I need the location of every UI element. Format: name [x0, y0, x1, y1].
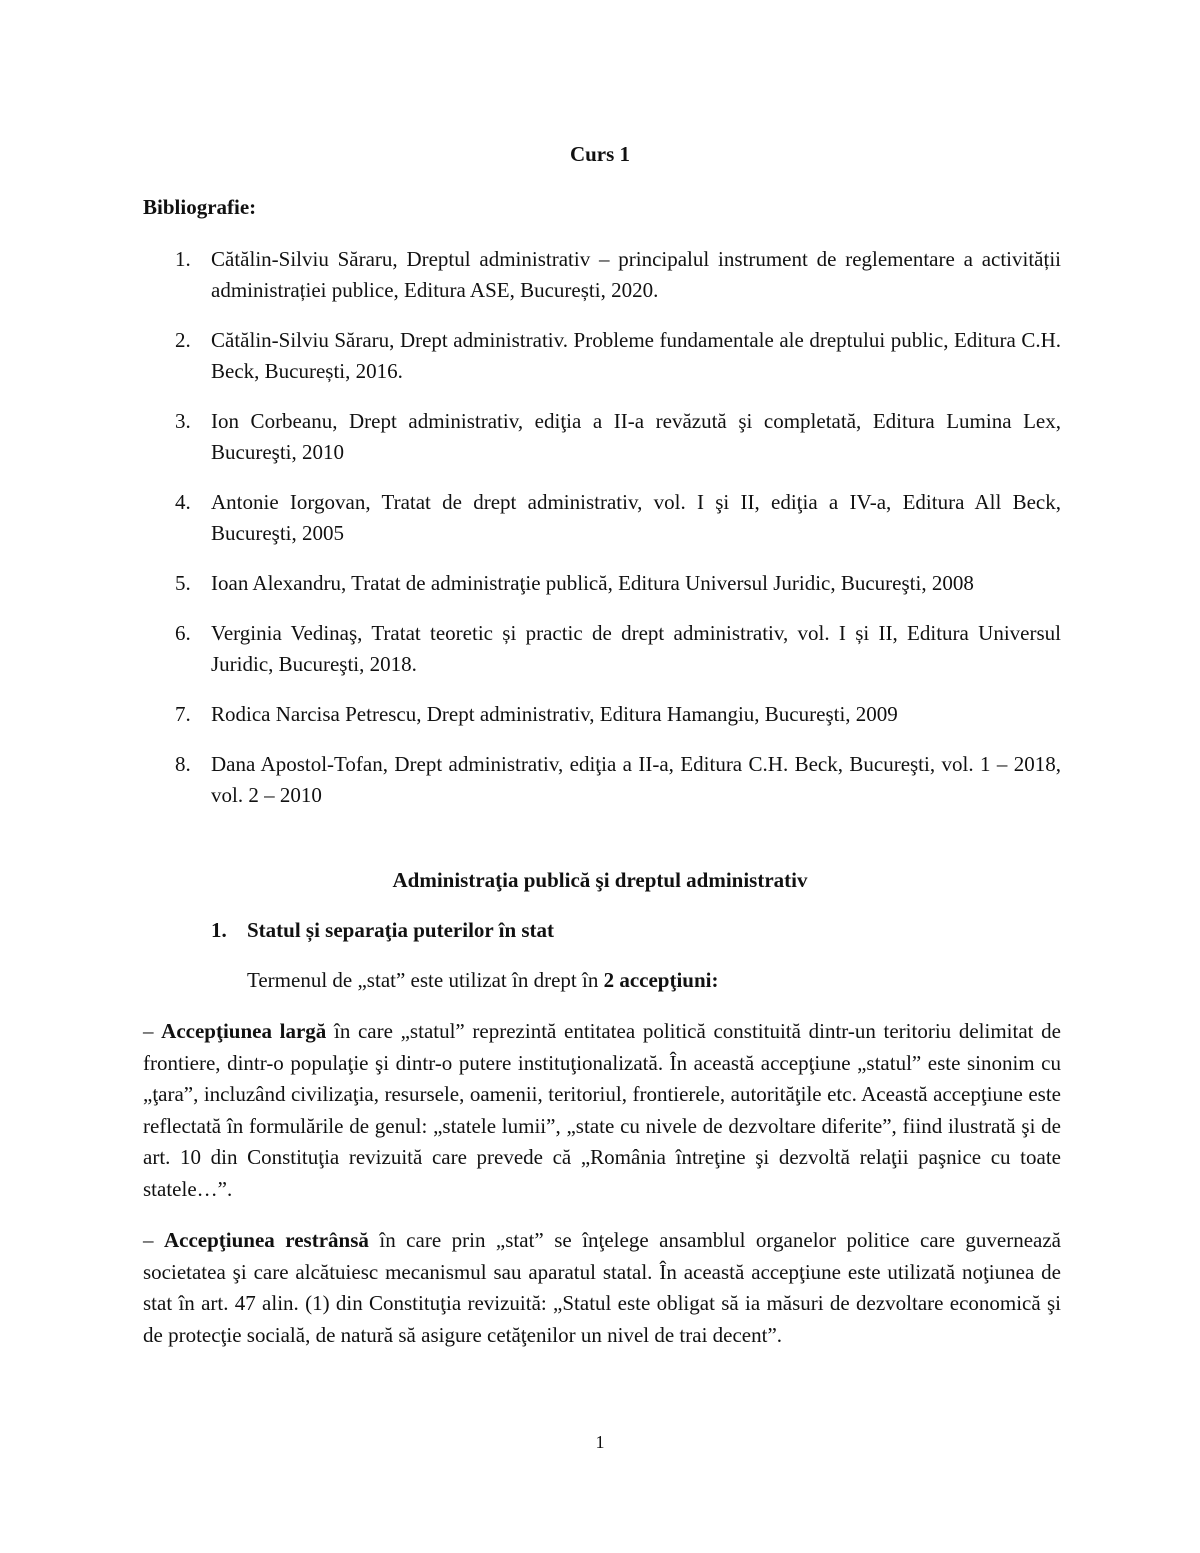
- item-number: 1.: [175, 247, 191, 271]
- bibliography-list: [175, 244, 1061, 830]
- bibliography-item: [175, 487, 1061, 549]
- bibliography-item: [175, 406, 1061, 468]
- item-text: Cătălin-Silviu Săraru, Dreptul administrativ – principalul instrument de reglementare a activității administrației publice, Editura ASE, București, 2020.: [211, 247, 1061, 302]
- intro-line: [247, 968, 718, 993]
- item-number: 4.: [175, 490, 191, 514]
- paragraph-prefix: –: [143, 1228, 164, 1252]
- paragraph-term: Accepţiunea restrânsă: [163, 1228, 369, 1252]
- paragraph-broad-sense: [143, 1016, 1061, 1205]
- intro-bold: 2 accepţiuni:: [603, 968, 719, 992]
- bibliography-heading: Bibliografie:: [143, 195, 257, 219]
- item-text: Cătălin-Silviu Săraru, Drept administrativ. Probleme fundamentale ale dreptului public, Editura C.H. Beck, București, 2016.: [211, 328, 1061, 383]
- item-number: 2.: [175, 328, 191, 352]
- subsection-heading: [211, 918, 554, 943]
- item-number: 7.: [175, 702, 191, 726]
- paragraph-narrow-sense: [143, 1225, 1061, 1351]
- paragraph-body: în care prin „stat” se înţelege ansamblul organelor politice care guvernează societatea şi care alcătuiesc mecanismul sau aparatul statal. În această accepţiune este utilizată noţiunea de stat în art. 47 alin. (1) din Constituţia revizuită: „Statul este obligat să ia măsuri de dezvoltare economică şi de protecţie socială, de natură să asigure cetăţenilor un nivel de trai decent”.: [143, 1228, 1061, 1347]
- item-text: Dana Apostol-Tofan, Drept administrativ, ediţia a II-a, Editura C.H. Beck, Bucureşti, vol. 1 – 2018, vol. 2 – 2010: [211, 752, 1061, 807]
- item-text: Antonie Iorgovan, Tratat de drept administrativ, vol. I şi II, ediţia a IV-a, Editura All Beck, Bucureşti, 2005: [211, 490, 1061, 545]
- page-title: Curs 1: [569, 142, 631, 166]
- subsection-title: Statul și separaţia puterilor în stat: [247, 918, 555, 942]
- bibliography-item: [175, 749, 1061, 811]
- item-text: Ion Corbeanu, Drept administrativ, ediţia a II-a revăzută şi completată, Editura Lumina Lex, Bucureşti, 2010: [211, 409, 1061, 464]
- item-number: 6.: [175, 621, 191, 645]
- subsection-number: 1.: [211, 918, 227, 942]
- bibliography-item: [175, 618, 1061, 680]
- bibliography-item: [175, 699, 1061, 730]
- item-number: 5.: [175, 571, 191, 595]
- bibliography-item: [175, 325, 1061, 387]
- paragraph-body: în care „statul” reprezintă entitatea politică constituită dintr-un teritoriu delimitat de frontiere, dintr-o populaţie şi dintr-o putere instituţionalizată. În această accepţiune „statul” este sinonim cu „ţara”, incluzând civilizaţia, resursele, oamenii, teritoriul, frontierele, autorităţile etc. Această accepţiune este reflectată în formulările de genul: „statele lumii”, „state cu nivele de dezvoltare diferite”, fiind ilustrată şi de art. 10 din Constituţia revizuită care prevede că „România întreţine şi dezvoltă relaţii paşnice cu toate statele…”.: [143, 1019, 1061, 1201]
- paragraph-prefix: –: [143, 1019, 162, 1043]
- intro-text: Termenul de „stat” este utilizat în drept în: [247, 968, 604, 992]
- item-text: Rodica Narcisa Petrescu, Drept administrativ, Editura Hamangiu, Bucureşti, 2009: [211, 702, 898, 726]
- bibliography-item: [175, 244, 1061, 306]
- page-number: 1: [595, 1432, 605, 1452]
- item-text: Verginia Vedinaş, Tratat teoretic și practic de drept administrativ, vol. I și II, Editura Universul Juridic, Bucureşti, 2018.: [211, 621, 1061, 676]
- section-title: Administraţia publică şi dreptul administrativ: [392, 868, 808, 892]
- item-text: Ioan Alexandru, Tratat de administraţie publică, Editura Universul Juridic, Bucureşti, 2008: [211, 571, 974, 595]
- item-number: 3.: [175, 409, 191, 433]
- bibliography-item: [175, 568, 1061, 599]
- item-number: 8.: [175, 752, 191, 776]
- paragraph-term: Accepţiunea largă: [161, 1019, 327, 1043]
